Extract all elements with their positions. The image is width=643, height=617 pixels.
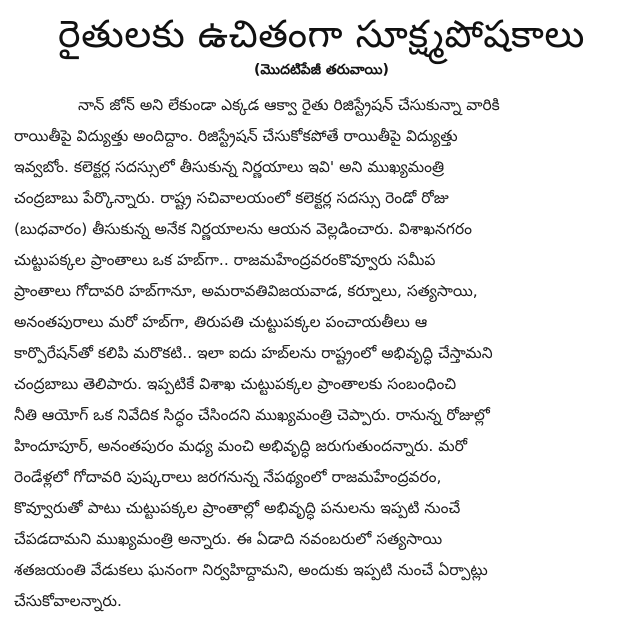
body-line: ప్రాంతాలు గోదావరి హబ్‌గానూ, అమరావతివిజయవాడ, కర్నూలు, సత్యసాయి, bbox=[14, 282, 478, 300]
body-line: (బుధవారం) తీసుకున్న అనేక నిర్ణయాలను ఆయన వెల్లడించారు. విశాఖనగరం bbox=[14, 220, 473, 238]
body-line: ఇవ్వబోం. కలెక్టర్ల సదస్సులో తీసుకున్న నిర్ణయాలు ఇవి' అని ముఖ్యమంత్రి bbox=[14, 158, 445, 176]
body-line: అనంతపురాలు మరో హబ్‌గా, తిరుపతి చుట్టుపక్కల పంచాయతీలు ఆ bbox=[14, 313, 428, 331]
body-line: కార్పొరేషన్‌తో కలిపి మరొకటి.. ఇలా ఐదు హబ్‌లను రాష్ట్రంలో అభివృద్ధి చేస్తామని bbox=[14, 344, 493, 362]
body-line: చంద్రబాబు పేర్కొన్నారు. రాష్ట్ర సచివాలయంలో కలెక్టర్ల సదస్సు రెండో రోజు bbox=[14, 189, 449, 207]
body-line: శతజయంతి వేడుకలు ఘనంగా నిర్వహిద్దామని, అందుకు ఇప్పటి నుంచే ఏర్పాట్లు bbox=[14, 561, 488, 579]
body-line: నాన్ జోన్ అని లేకుండా ఎక్కడ ఆక్వా రైతు రిజిస్ట్రేషన్ చేసుకున్నా వారికి bbox=[78, 96, 500, 114]
article-body bbox=[10, 90, 633, 617]
body-line: రెండేళ్లలో గోదావరి పుష్కరాలు జరగనున్న నేపథ్యంలో రాజమహేంద్రవరం, bbox=[14, 468, 442, 486]
headline: రైతులకు ఉచితంగా సూక్ష్మపోషకాలు bbox=[58, 12, 585, 56]
continuation-note: (మొదటిపేజీ తరువాయి) bbox=[254, 62, 389, 78]
body-line: చేపడదామని ముఖ్యమంత్రి అన్నారు. ఈ ఏడాది నవంబరులో సత్యసాయి bbox=[14, 530, 443, 548]
body-line: కొవ్వూరుతో పాటు చుట్టుపక్కల ప్రాంతాల్లో అభివృద్ధి పనులను ఇప్పటి నుంచే bbox=[14, 499, 461, 517]
body-line: చుట్టుపక్కల ప్రాంతాలు ఒక హబ్‌గా.. రాజమహేంద్రవరంకొవ్వూరు సమీప bbox=[14, 251, 436, 269]
body-line: రాయితీపై విద్యుత్తు అందిద్దాం. రిజిస్ట్రేషన్ చేసుకోకపోతే రాయితీపై విద్యుత్తు bbox=[14, 127, 458, 145]
body-line: హిందూపూర్, అనంతపురం మధ్య మంచి అభివృద్ధి జరుగుతుందన్నారు. మరో bbox=[14, 437, 468, 455]
body-line: నీతి ఆయోగ్ ఒక నివేదిక సిద్ధం చేసిందని ముఖ్యమంత్రి చెప్పారు. రానున్న రోజుల్లో bbox=[14, 406, 490, 424]
body-line: చంద్రబాబు తెలిపారు. ఇప్పటికే విశాఖ చుట్టుపక్కల ప్రాంతాలకు సంబంధించి bbox=[14, 375, 457, 393]
body-line: చేసుకోవాలన్నారు. bbox=[14, 592, 122, 610]
